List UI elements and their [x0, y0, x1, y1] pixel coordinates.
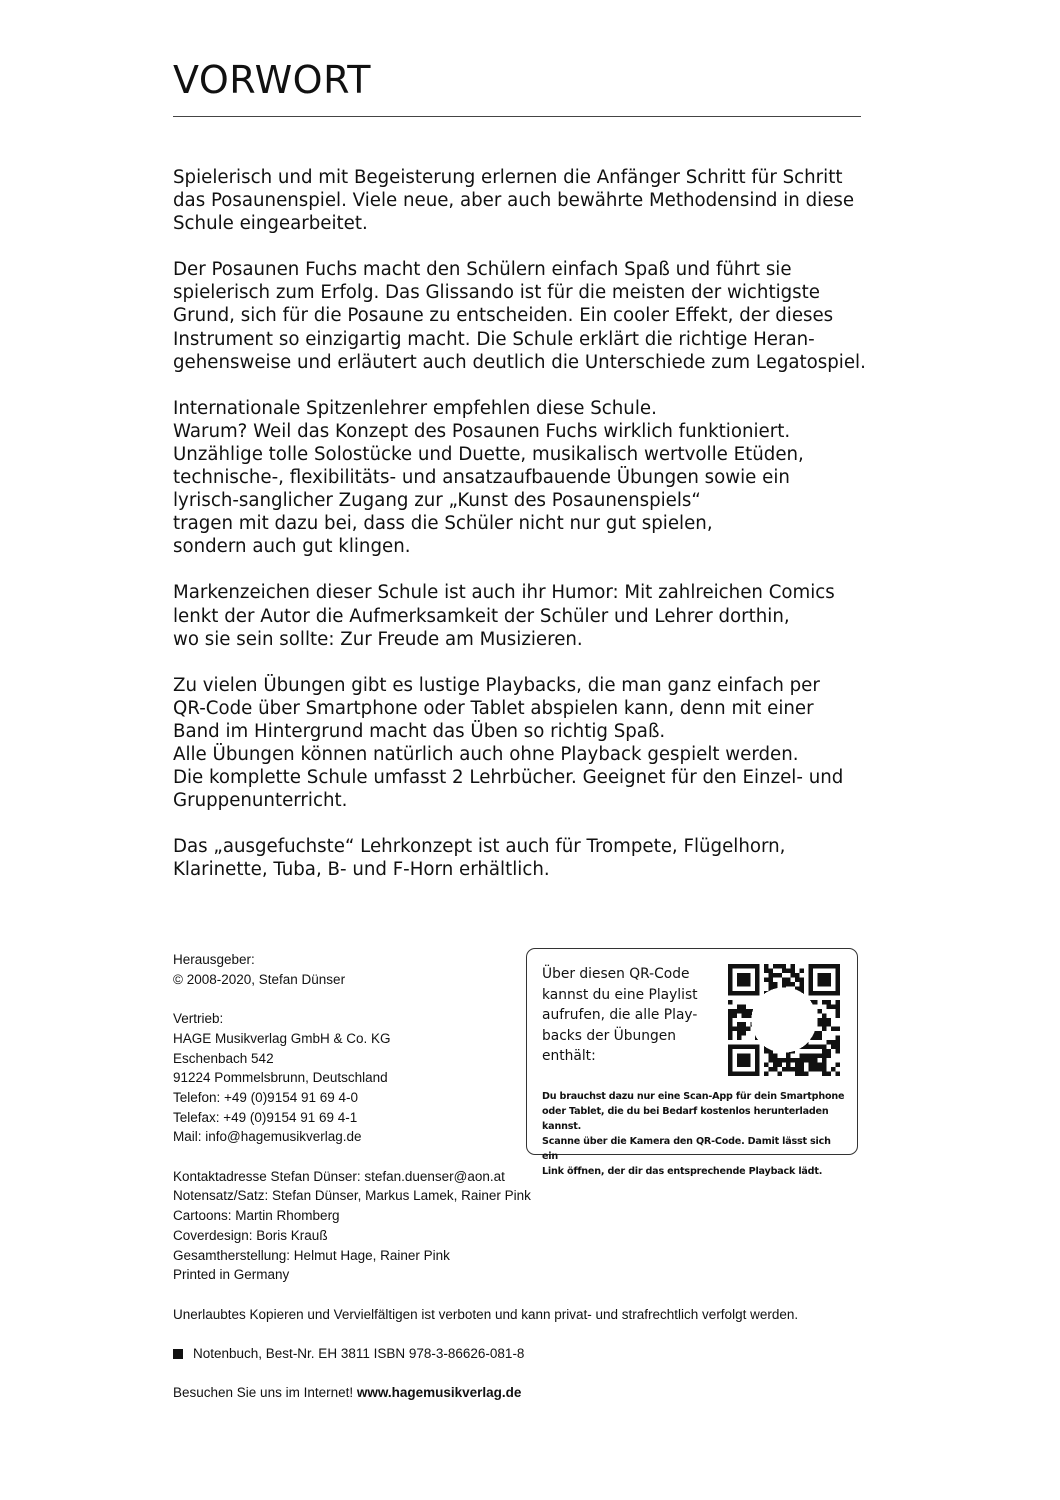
- foreword-paragraph: Internationale Spitzenlehrer empfehlen diese Schule. Warum? Weil das Konzept des Posaunen Fuchs wirklich funktioniert. Unzählige tolle Solostücke und Duette, musikalisch wertvolle Etüden, technische-, flexibilitäts- und ansatzaufbauende Übungen sowie ein lyrisch-sanglicher Zugang zur „Kunst des Posaunenspiels“ tragen mit dazu bei, dass die Schüler nicht nur gut spielen, sondern auch gut klingen.: [173, 397, 804, 558]
- square-bullet-icon: [173, 1349, 183, 1359]
- website-link[interactable]: www.hagemusikverlag.de: [356, 1385, 522, 1401]
- website-block: [173, 1383, 813, 1403]
- credits-block: [173, 1167, 813, 1285]
- qr-note-text: Du brauchst dazu nur eine Scan-App für dein Smartphone oder Tablet, die du bei Bedarf kostenlos herunterladen kannst. Scanne über die Kamera den QR-Code. Damit lässt sich ein Link öffnen, der dir das entsprechende Playback lädt.: [542, 1091, 845, 1177]
- coverdesign-credit: Coverdesign: Boris Krauß: [173, 1227, 328, 1243]
- copyright-block: [173, 1305, 813, 1325]
- fax: Telefax: +49 (0)9154 91 69 4-1: [173, 1109, 358, 1125]
- qr-code-icon[interactable]: [728, 964, 840, 1076]
- foreword-paragraph: Das „ausgefuchste“ Lehrkonzept ist auch für Trompete, Flügelhorn, Klarinette, Tuba, B- und F-Horn erhältlich.: [173, 836, 786, 881]
- copyright-notice: Unerlaubtes Kopieren und Vervielfältigen ist verboten und kann privat- und strafrechtlich verfolgt werden.: [173, 1306, 799, 1322]
- production-credit: Gesamtherstellung: Helmut Hage, Rainer Pink: [173, 1247, 450, 1263]
- foreword-paragraph: Zu vielen Übungen gibt es lustige Playbacks, die man ganz einfach per QR-Code über Smartphone oder Tablet abspielen kann, denn mit einer Band im Hintergrund macht das Üben so richtig Spaß. Alle Übungen können natürlich auch ohne Playback gespielt werden. Die komplette Schule umfasst 2 Lehrbücher. Geeignet für den Einzel- und Gruppenunterricht.: [173, 674, 844, 812]
- city: 91224 Pommelsbrunn, Deutschland: [173, 1070, 388, 1086]
- distributor: HAGE Musikverlag GmbH & Co. KG: [173, 1030, 391, 1046]
- foreword-paragraph: Markenzeichen dieser Schule ist auch ihr Humor: Mit zahlreichen Comics lenkt der Autor die Aufmerksamkeit der Schüler und Lehrer dorthin, wo sie sein sollte: Zur Freude am Musizieren.: [173, 582, 835, 650]
- order-info: Notenbuch, Best-Nr. EH 3811 ISBN 978-3-86626-081-8: [193, 1346, 525, 1361]
- cartoons-credit: Cartoons: Martin Rhomberg: [173, 1208, 340, 1224]
- mail: Mail: info@hagemusikverlag.de: [173, 1129, 362, 1145]
- street: Eschenbach 542: [173, 1050, 274, 1066]
- publisher-label: Herausgeber:: [173, 952, 255, 967]
- foreword-paragraph: Der Posaunen Fuchs macht den Schülern einfach Spaß und führt sie spielerisch zum Erfolg. Das Glissando ist für die meisten der wichtigste Grund, sich für die Posaune zu entscheiden. Ein cooler Effekt, der dieses Instrument so einzigartig macht. Die Schule erklärt die richtige Heran- gehensweise und erläutert auch deutlich die Unterschiede zum Legatospiel.: [173, 259, 866, 373]
- notation-credit: Notensatz/Satz: Stefan Dünser, Markus Lamek, Rainer Pink: [173, 1188, 531, 1204]
- distribution-label: Vertrieb:: [173, 1011, 224, 1027]
- foreword-paragraph: Spielerisch und mit Begeisterung erlernen die Anfänger Schritt für Schritt das Posaunenspiel. Viele neue, aber auch bewährte Methodensind in diese Schule eingearbeitet.: [173, 167, 855, 235]
- foreword-body: [173, 166, 873, 904]
- title-divider: [173, 116, 861, 117]
- qr-info-box: [526, 948, 858, 1177]
- order-block: [173, 1344, 813, 1364]
- visit-text: Besuchen Sie uns im Internet!: [173, 1385, 357, 1401]
- contact: Kontaktadresse Stefan Dünser: stefan.duenser@aon.at: [173, 1168, 505, 1184]
- printed-in: Printed in Germany: [173, 1267, 290, 1283]
- page-title: VORWORT: [173, 58, 371, 102]
- qr-intro-text: Über diesen QR-Code kannst du eine Playlist aufrufen, die alle Play- backs der Übungen enthält:: [542, 966, 698, 1064]
- publisher: © 2008-2020, Stefan Dünser: [173, 971, 346, 987]
- phone: Telefon: +49 (0)9154 91 69 4-0: [173, 1089, 359, 1105]
